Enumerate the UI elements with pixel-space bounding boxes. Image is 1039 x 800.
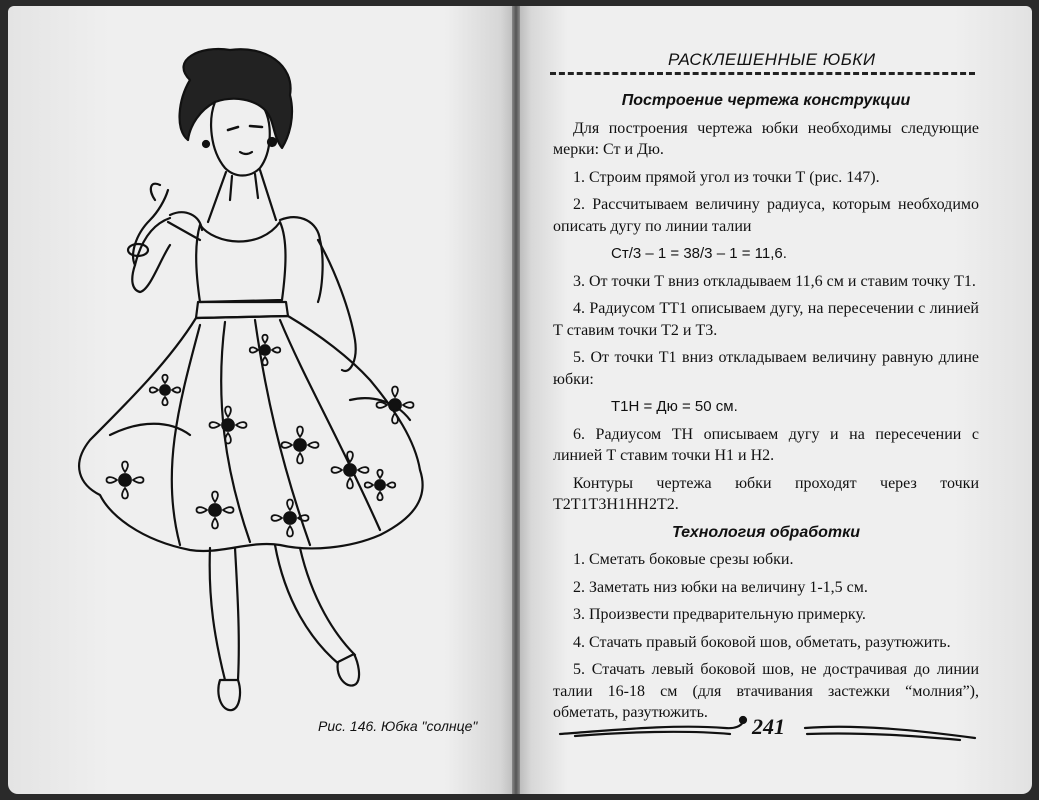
paragraph-step-3: 3. От точки Т вниз откладываем 11,6 см и ставим точку Т1. (573, 272, 976, 290)
face (211, 102, 270, 176)
paragraph-measurements: Для построения чертежа юбки необходимы следующие мерки: Ст и Дю. (553, 119, 979, 158)
skirt-illustration (50, 40, 450, 730)
section-title-construction: Построение чертежа конструкции (621, 92, 911, 109)
running-head: РАСКЛЕШЕННЫЕ ЮБКИ (668, 50, 876, 69)
figure-caption: Рис. 146. Юбка "солнце" (318, 718, 478, 734)
paragraph-step-2: 2. Рассчитываем величину радиуса, которым необходимо описать дугу по линии талии (553, 196, 979, 235)
page-number: 241 (752, 714, 785, 739)
book-gutter (512, 6, 520, 794)
formula-radius: Ст/3 – 1 = 38/3 – 1 = 11,6. (611, 245, 787, 262)
paragraph-step-1: 1. Строим прямой угол из точки Т (рис. 147). (573, 168, 880, 186)
bodice (196, 222, 285, 302)
tech-step-2: 2. Заметать низ юбки на величину 1-1,5 см. (573, 578, 868, 596)
paragraph-step-4: 4. Радиусом ТТ1 описываем дугу, на пересечении с линией Т ставим точки Т2 и Т3. (553, 300, 979, 339)
header-dashed-rule (550, 72, 975, 75)
section-title-technology: Технология обработки (671, 523, 861, 541)
tech-step-3: 3. Произвести предварительную примерку. (573, 606, 866, 623)
tech-step-5: 5. Стачать левый боковой шов, не дострачивая до линии талии 16-18 см (для втачивания застежки “молния”), обметать, разутюжить. (553, 661, 979, 721)
formula-length: Т1Н = Дю = 50 см. (611, 398, 738, 415)
tech-step-1: 1. Сметать боковые срезы юбки. (573, 551, 794, 568)
legs (210, 545, 355, 680)
tech-step-4: 4. Стачать правый боковой шов, обметать, разутюжить. (573, 633, 951, 651)
hair (180, 49, 292, 148)
paragraph-contours: Контуры чертежа юбки проходят через точки Т2Т1Т3Н1НН2Т2. (553, 474, 979, 513)
paragraph-step-5: 5. От точки Т1 вниз откладываем величину равную длине юбки: (553, 349, 979, 388)
paragraph-step-6: 6. Радиусом ТН описываем дугу и на пересечении с линией Т ставим точки Н1 и Н2. (553, 425, 979, 464)
page-body-text (553, 86, 979, 730)
flower-prints (107, 335, 414, 537)
